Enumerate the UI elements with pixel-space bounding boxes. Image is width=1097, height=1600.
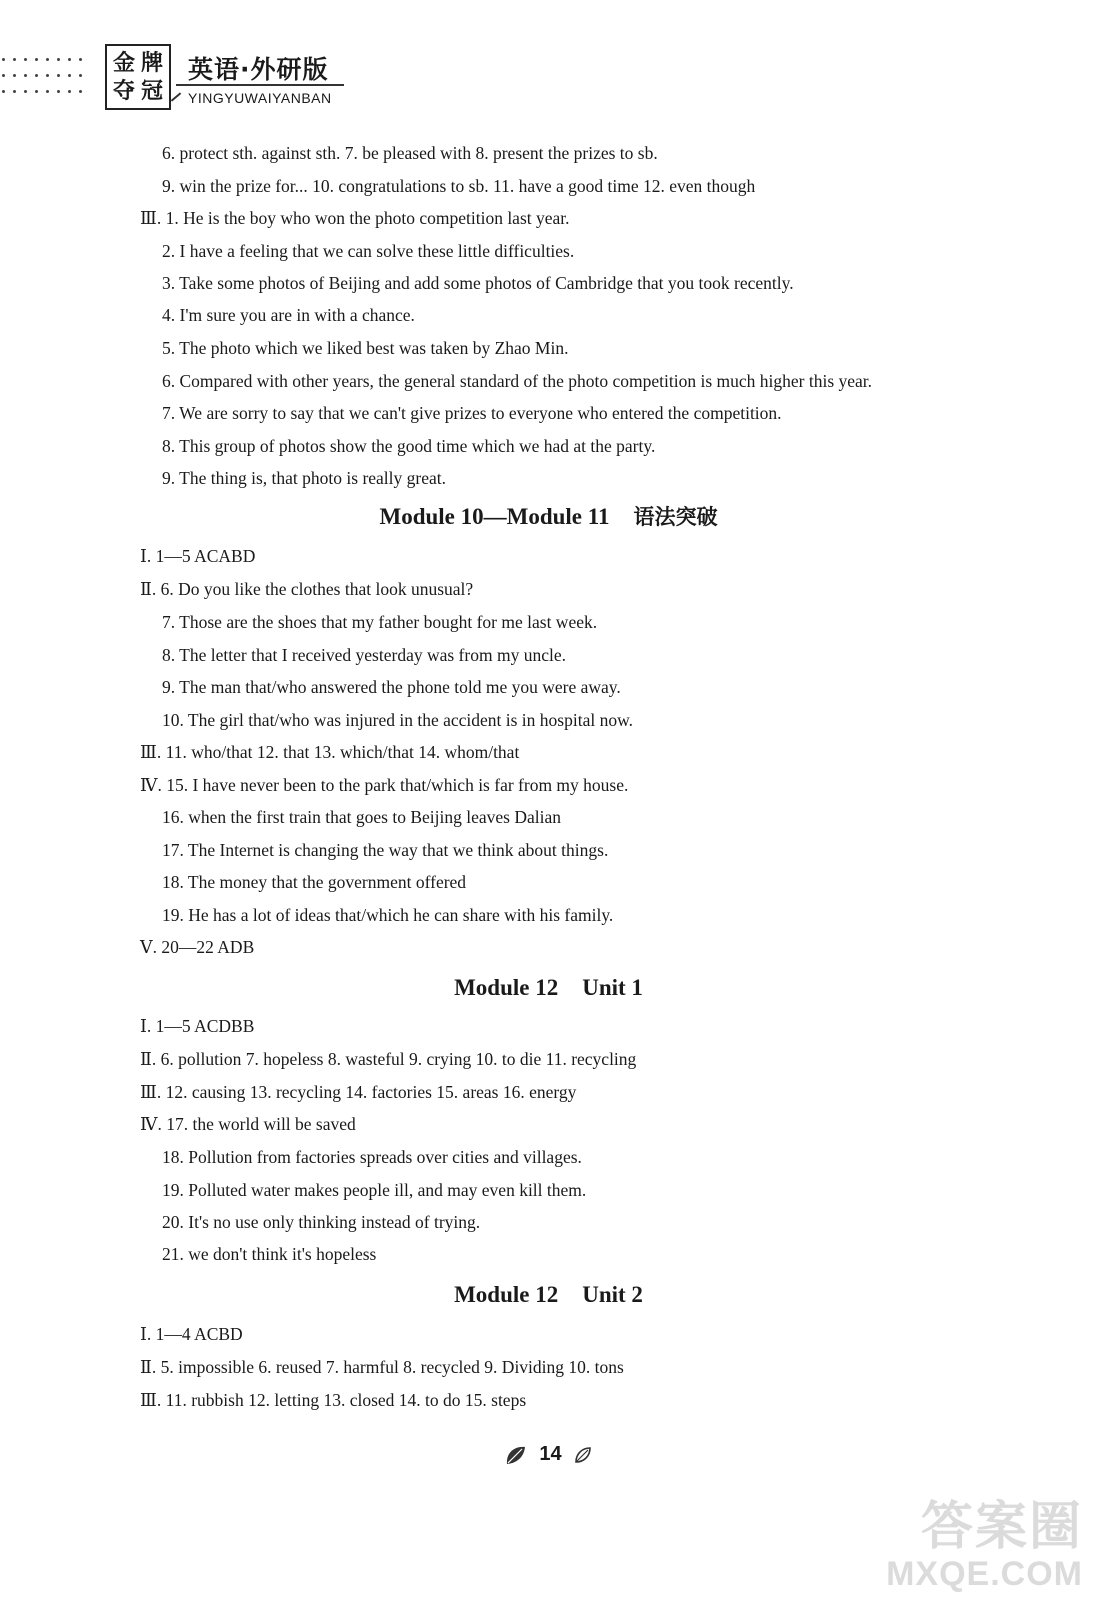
answer-line: Ⅰ. 1—4 ACBD	[140, 1324, 243, 1344]
header-dot	[2, 90, 5, 93]
answer-line: 8. This group of photos show the good time which we had at the party.	[162, 436, 656, 456]
answer-line: 2. I have a feeling that we can solve these little difficulties.	[162, 241, 575, 261]
answer-line: 9. The thing is, that photo is really great.	[162, 468, 446, 488]
header-dot	[46, 58, 49, 61]
answer-line: 6. protect sth. against sth. 7. be pleased with 8. present the prizes to sb.	[162, 143, 658, 163]
header-dot	[57, 90, 60, 93]
header-dot	[79, 90, 82, 93]
header-dot	[46, 74, 49, 77]
watermark	[886, 1484, 1089, 1594]
answer-line: 3. Take some photos of Beijing and add some photos of Cambridge that you took recently.	[162, 273, 794, 293]
answer-line: 7. We are sorry to say that we can't give prizes to everyone who entered the competition.	[162, 403, 782, 423]
leaf-right-icon	[573, 1445, 593, 1465]
header-dot	[68, 74, 71, 77]
answer-line: 20. It's no use only thinking instead of trying.	[162, 1212, 481, 1232]
section-heading-cn: 语法突破	[633, 505, 718, 529]
page-number: 14	[539, 1443, 562, 1465]
watermark-site-text: MXQE.COM	[886, 1555, 1083, 1593]
header-rule	[176, 84, 344, 86]
answer-line: Ⅱ. 6. Do you like the clothes that look unusual?	[140, 579, 474, 599]
logo-char: 牌	[141, 51, 164, 76]
answer-line: 19. Polluted water makes people ill, and may even kill them.	[162, 1180, 587, 1200]
header-dot	[2, 74, 5, 77]
header-dot	[13, 90, 16, 93]
header-dot	[35, 90, 38, 93]
header-dot	[24, 58, 27, 61]
answer-line: 9. win the prize for... 10. congratulations to sb. 11. have a good time 12. even though	[162, 176, 756, 196]
section-heading-unit: Unit 2	[582, 1282, 643, 1307]
answer-line: 9. The man that/who answered the phone told me you were away.	[162, 677, 621, 697]
header-dot	[2, 58, 5, 61]
answer-line: Ⅲ. 11. rubbish 12. letting 13. closed 14. to do 15. steps	[140, 1390, 527, 1410]
header-rule-tick	[171, 92, 181, 101]
watermark-logo-text: 答案圈	[920, 1497, 1083, 1557]
answer-line: Ⅴ. 20—22 ADB	[140, 937, 255, 957]
header-dot	[57, 74, 60, 77]
answer-line: 17. The Internet is changing the way that we think about things.	[162, 840, 609, 860]
answer-line: 5. The photo which we liked best was taken by Zhao Min.	[162, 338, 569, 358]
answer-line: 10. The girl that/who was injured in the accident is in hospital now.	[162, 710, 633, 730]
section-heading	[0, 1280, 1097, 1310]
section-heading	[0, 973, 1097, 1003]
answer-line: 16. when the first train that goes to Beijing leaves Dalian	[162, 807, 561, 827]
answer-line: 18. The money that the government offered	[162, 872, 467, 892]
section-heading-module: Module 12	[454, 975, 559, 1000]
header-dots-decoration	[2, 58, 97, 106]
answer-line: Ⅳ. 15. I have never been to the park that/which is far from my house.	[140, 775, 629, 795]
header-dot	[79, 58, 82, 61]
header-dot	[68, 58, 71, 61]
answer-line: 4. I'm sure you are in with a chance.	[162, 305, 415, 325]
logo-char: 金	[113, 51, 136, 76]
leaf-left-icon	[504, 1444, 528, 1466]
answer-line: Ⅲ. 12. causing 13. recycling 14. factories 15. areas 16. energy	[140, 1082, 577, 1102]
header-dot	[13, 74, 16, 77]
section-heading-unit: Unit 1	[582, 975, 643, 1000]
answer-line: Ⅳ. 17. the world will be saved	[140, 1114, 356, 1134]
answer-line: Ⅲ. 11. who/that 12. that 13. which/that 14. whom/that	[140, 742, 520, 762]
book-title: 英语·外研版	[188, 55, 329, 84]
answer-line: 8. The letter that I received yesterday was from my uncle.	[162, 645, 566, 665]
answer-line: 18. Pollution from factories spreads over cities and villages.	[162, 1147, 582, 1167]
answer-line: Ⅰ. 1—5 ACABD	[140, 546, 256, 566]
answer-line: 7. Those are the shoes that my father bought for me last week.	[162, 612, 598, 632]
header-dot	[13, 58, 16, 61]
header-dot	[79, 74, 82, 77]
header-dot	[24, 90, 27, 93]
section-heading-en: Module 10—Module 11	[379, 504, 610, 529]
header-dot	[35, 74, 38, 77]
answer-line: 19. He has a lot of ideas that/which he can share with his family.	[162, 905, 614, 925]
header-dot	[24, 74, 27, 77]
page-footer	[0, 1443, 1097, 1466]
brand-logo	[105, 44, 171, 110]
answer-line: 6. Compared with other years, the general standard of the photo competition is much higher this year.	[162, 371, 873, 391]
section-heading-module: Module 12	[454, 1282, 559, 1307]
answer-line: Ⅱ. 6. pollution 7. hopeless 8. wasteful 9. crying 10. to die 11. recycling	[140, 1049, 637, 1069]
answer-line: Ⅲ. 1. He is the boy who won the photo competition last year.	[140, 208, 570, 228]
answer-line: Ⅰ. 1—5 ACDBB	[140, 1016, 255, 1036]
section-heading	[0, 502, 1097, 532]
logo-char: 夺	[113, 79, 136, 104]
header-dot	[35, 58, 38, 61]
answer-line: 21. we don't think it's hopeless	[162, 1244, 377, 1264]
header-dot	[57, 58, 60, 61]
header-dot	[68, 90, 71, 93]
logo-char: 冠	[141, 79, 164, 104]
book-subtitle: YINGYUWAIYANBAN	[188, 90, 332, 106]
header-dot	[46, 90, 49, 93]
answer-line: Ⅱ. 5. impossible 6. reused 7. harmful 8. recycled 9. Dividing 10. tons	[140, 1357, 624, 1377]
